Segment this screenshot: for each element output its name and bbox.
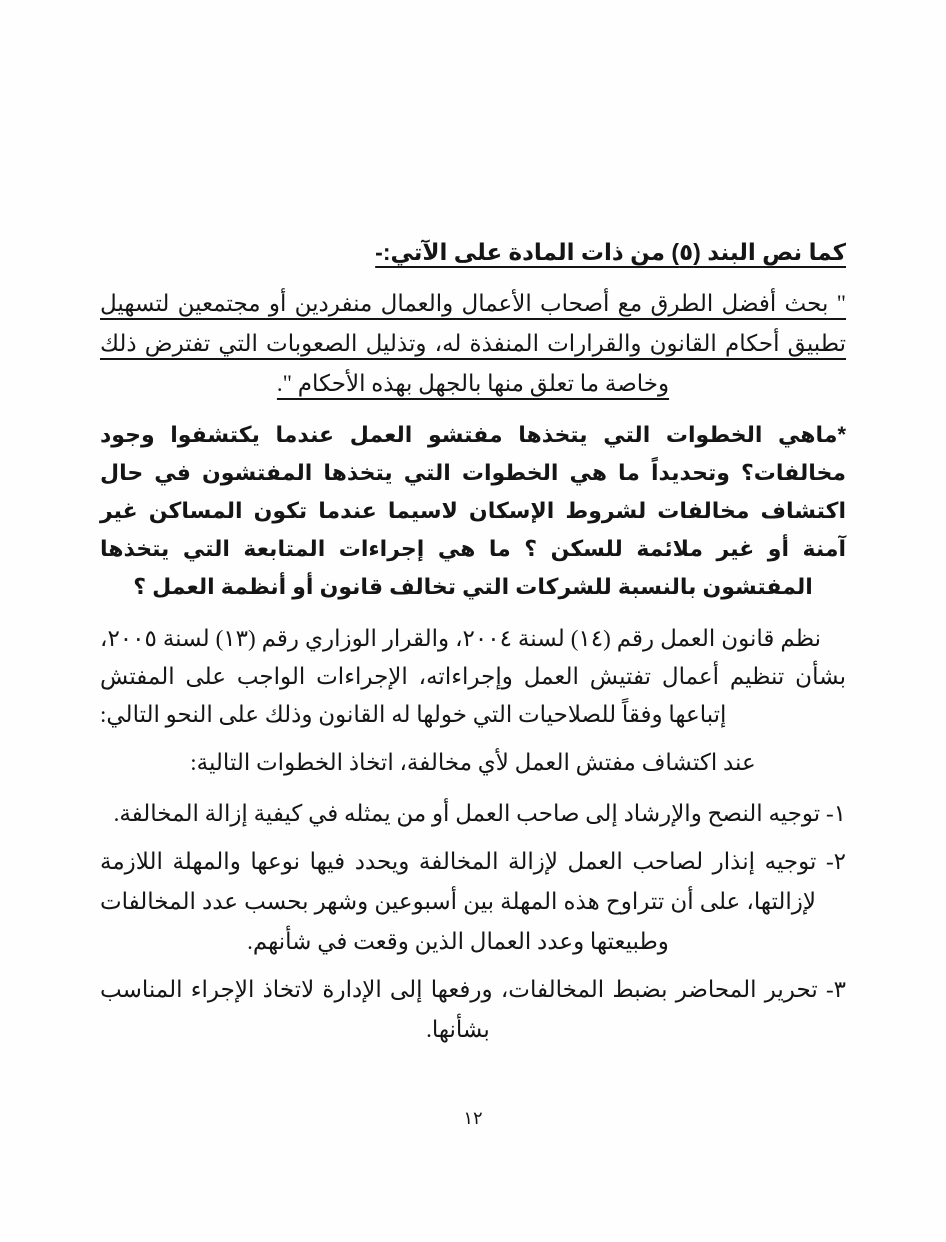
list-item-number: ٣- — [825, 977, 846, 1002]
list-item-text: توجيه إنذار لصاحب العمل لإزالة المخالفة ويحدد فيها نوعها والمهلة اللازمة لإزالتها، على أن تتراوح هذه المهلة بين أسبوعين وشهر بحسب عدد المخالفات وطبيعتها وعدد العمال الذين وقعت في شأنهم. — [100, 849, 817, 954]
list-item-text: توجيه النصح والإرشاد إلى صاحب العمل أو من يمثله في كيفية إزالة المخالفة. — [113, 801, 821, 826]
list-item-number: ١- — [825, 801, 846, 826]
quoted-article-text: " بحث أفضل الطرق مع أصحاب الأعمال والعمال منفردين أو مجتمعين لتسهيل تطبيق أحكام القانون والقرارات المنفذة له، وتذليل الصعوبات التي تفترض ذلك وخاصة ما تعلق منها بالجهل بهذه الأحكام ". — [100, 291, 846, 396]
list-item — [100, 842, 846, 962]
list-item-number: ٢- — [825, 849, 847, 874]
answer-intro-paragraph: نظم قانون العمل رقم (١٤) لسنة ٢٠٠٤، والقرار الوزاري رقم (١٣) لسنة ٢٠٠٥، بشأن تنظيم أعمال تفتيش العمل وإجراءاته، الإجراءات الواجب على المفتش إتباعها وفقاً للصلاحيات التي خولها له القانون وذلك على النحو التالي: — [100, 626, 846, 727]
steps-list — [100, 794, 846, 1050]
list-item — [100, 970, 846, 1050]
steps-lead-line: عند اكتشاف مفتش العمل لأي مخالفة، اتخاذ الخطوات التالية: — [190, 750, 756, 775]
page-content — [100, 236, 846, 1058]
section-heading: كما نص البند (٥) من ذات المادة على الآتي:- — [375, 239, 846, 265]
list-item-text: تحرير المحاضر بضبط المخالفات، ورفعها إلى الإدارة لاتخاذ الإجراء المناسب بشأنها. — [100, 977, 818, 1042]
list-item — [100, 794, 846, 834]
page-number: ١٢ — [463, 1108, 483, 1128]
question-paragraph: *ماهي الخطوات التي يتخذها مفتشو العمل عندما يكتشفوا وجود مخالفات؟ وتحديداً ما هي الخطوات التي يتخذها المفتشون في حال اكتشاف مخالفات لشروط الإسكان لاسيما عندما تكون المساكن غير آمنة أو غير ملائمة للسكن ؟ ما هي إجراءات المتابعة التي يتخذها المفتشون بالنسبة للشركات التي تخالف قانون أو أنظمة العمل ؟ — [100, 422, 846, 599]
